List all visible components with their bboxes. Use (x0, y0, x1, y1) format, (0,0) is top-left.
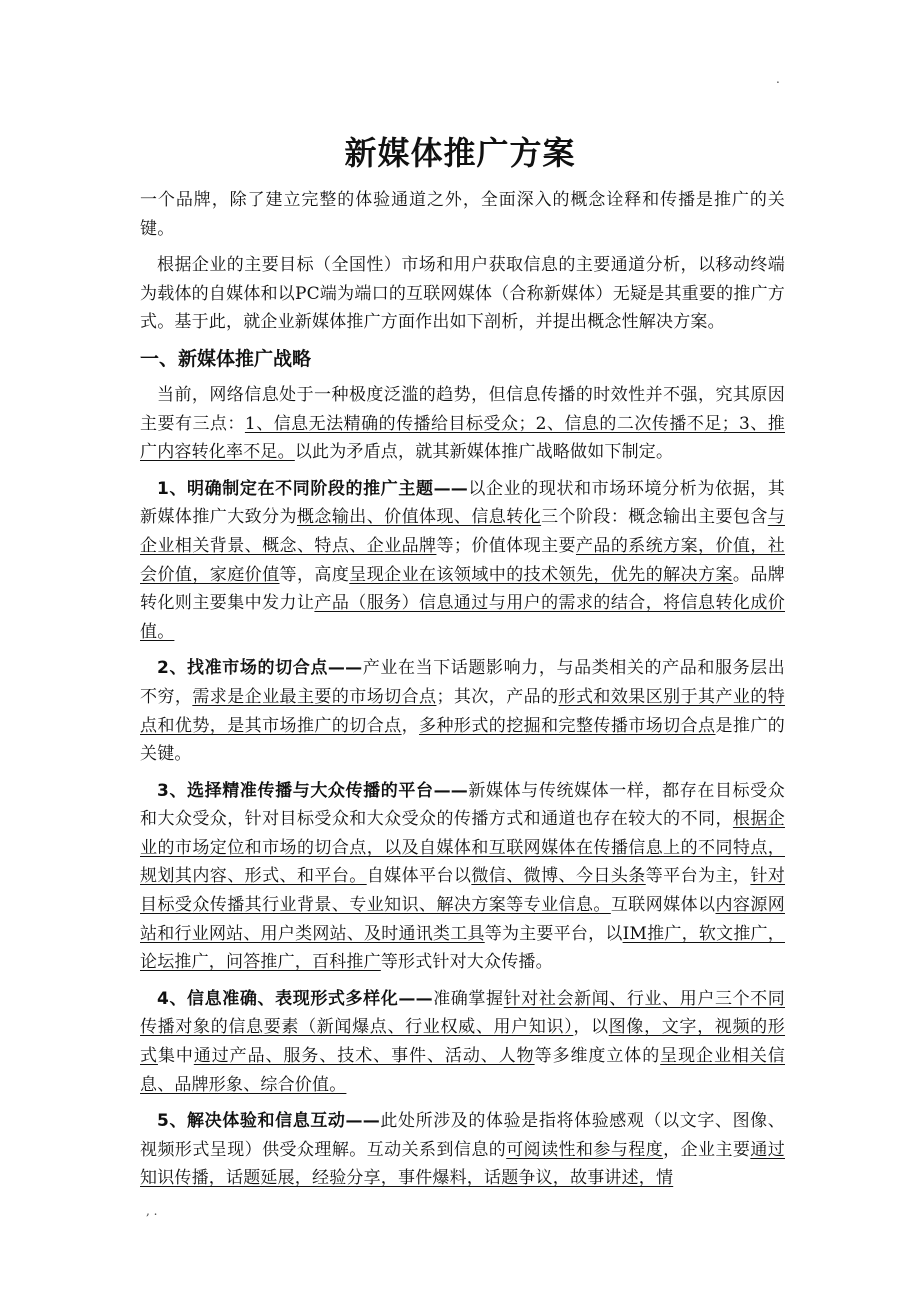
underlined-text: 1、信息无法精确的传播给目标受众；2、信息的二次传播不足；3、推广内容转化率不足。 (140, 413, 785, 463)
item-lead: 5、解决体验和信息互动—— (157, 1111, 380, 1132)
current-situation-paragraph: 当前，网络信息处于一种极度泛滥的趋势，但信息传播的时效性并不强，究其原因主要有三点：1、信息无法精确的传播给目标受众；2、信息的二次传播不足；3、推广内容转化率不足。以此为矛盾点，就其新媒体推广战略做如下制定。 (140, 384, 785, 463)
intro-paragraph-1: 一个品牌，除了建立完整的体验通道之外，全面深入的概念诠释和传播是推广的关键。 (140, 190, 785, 239)
corner-mark-top: . (776, 72, 780, 86)
item-lead: 4、信息准确、表现形式多样化—— (157, 988, 433, 1009)
item-lead: 3、选择精准传播与大众传播的平台—— (157, 780, 468, 801)
strategy-item-3: 3、选择精准传播与大众传播的平台——新媒体与传统媒体一样，都存在目标受众和大众受众，针对目标受众和大众受众的传播方式和通道也存在较大的不同，根据企业的市场定位和市场的切合点，以及自媒体和互联网媒体在传播信息上的不同特点，规划其内容、形式、和平台。自媒体平台以微信、微博、今日头条等平台为主，针对目标受众传播其行业背景、专业知识、解决方案等专业信息。互联网媒体以内容源网站和行业网站、用户类网站、及时通讯类工具等为主要平台，以IM推广，软文推广，论坛推广，问答推广，百科推广等形式针对大众传播。 (140, 780, 786, 973)
strategy-item-1: 1、明确制定在不同阶段的推广主题——以企业的现状和市场环境分析为依据，其新媒体推广大致分为概念输出、价值体现、信息转化三个阶段：概念输出主要包含与企业相关背景、概念、特点、企业品牌等；价值体现主要产品的系统方案，价值，社会价值，家庭价值等，高度呈现企业在该领域中的技术领先，优先的解决方案。品牌转化则主要集中发力让产品（服务）信息通过与用户的需求的结合，将信息转化成价值。 (140, 478, 785, 642)
document-title: 新媒体推广方案 (344, 134, 576, 172)
document-body (140, 186, 785, 1201)
strategy-item-5: 5、解决体验和信息互动——此处所涉及的体验是指将体验感观（以文字、图像、视频形式呈现）供受众理解。互动关系到信息的可阅读性和参与程度，企业主要通过知识传播，话题延展，经验分享，事件爆料，话题争议，故事讲述，情 (140, 1111, 785, 1189)
corner-mark-bottom: , . (146, 1204, 158, 1218)
strategy-item-2: 2、找准市场的切合点——产业在当下话题影响力，与品类相关的产品和服务层出不穷，需求是企业最主要的市场切合点；其次，产品的形式和效果区别于其产业的特点和优势，是其市场推广的切合点，多种形式的挖掘和完整传播市场切合点是推广的关键。 (140, 658, 786, 765)
intro-paragraph-2: 根据企业的主要目标（全国性）市场和用户获取信息的主要通道分析，以移动终端为载体的自媒体和以PC端为端口的互联网媒体（合称新媒体）无疑是其重要的推广方式。基于此，就企业新媒体推广方面作出如下剖析，并提出概念性解决方案。 (140, 255, 785, 333)
item-lead: 1、明确制定在不同阶段的推广主题—— (157, 478, 468, 499)
item-lead: 2、找准市场的切合点—— (157, 658, 363, 679)
section-heading: 一、新媒体推广战略 (140, 347, 312, 370)
strategy-item-4: 4、信息准确、表现形式多样化——准确掌握针对社会新闻、行业、用户三个不同传播对象的信息要素（新闻爆点、行业权威、用户知识），以图像，文字，视频的形式集中通过产品、服务、技术、事件、活动、人物等多维度立体的呈现企业相关信息、品牌形象、综合价值。 (140, 988, 786, 1095)
